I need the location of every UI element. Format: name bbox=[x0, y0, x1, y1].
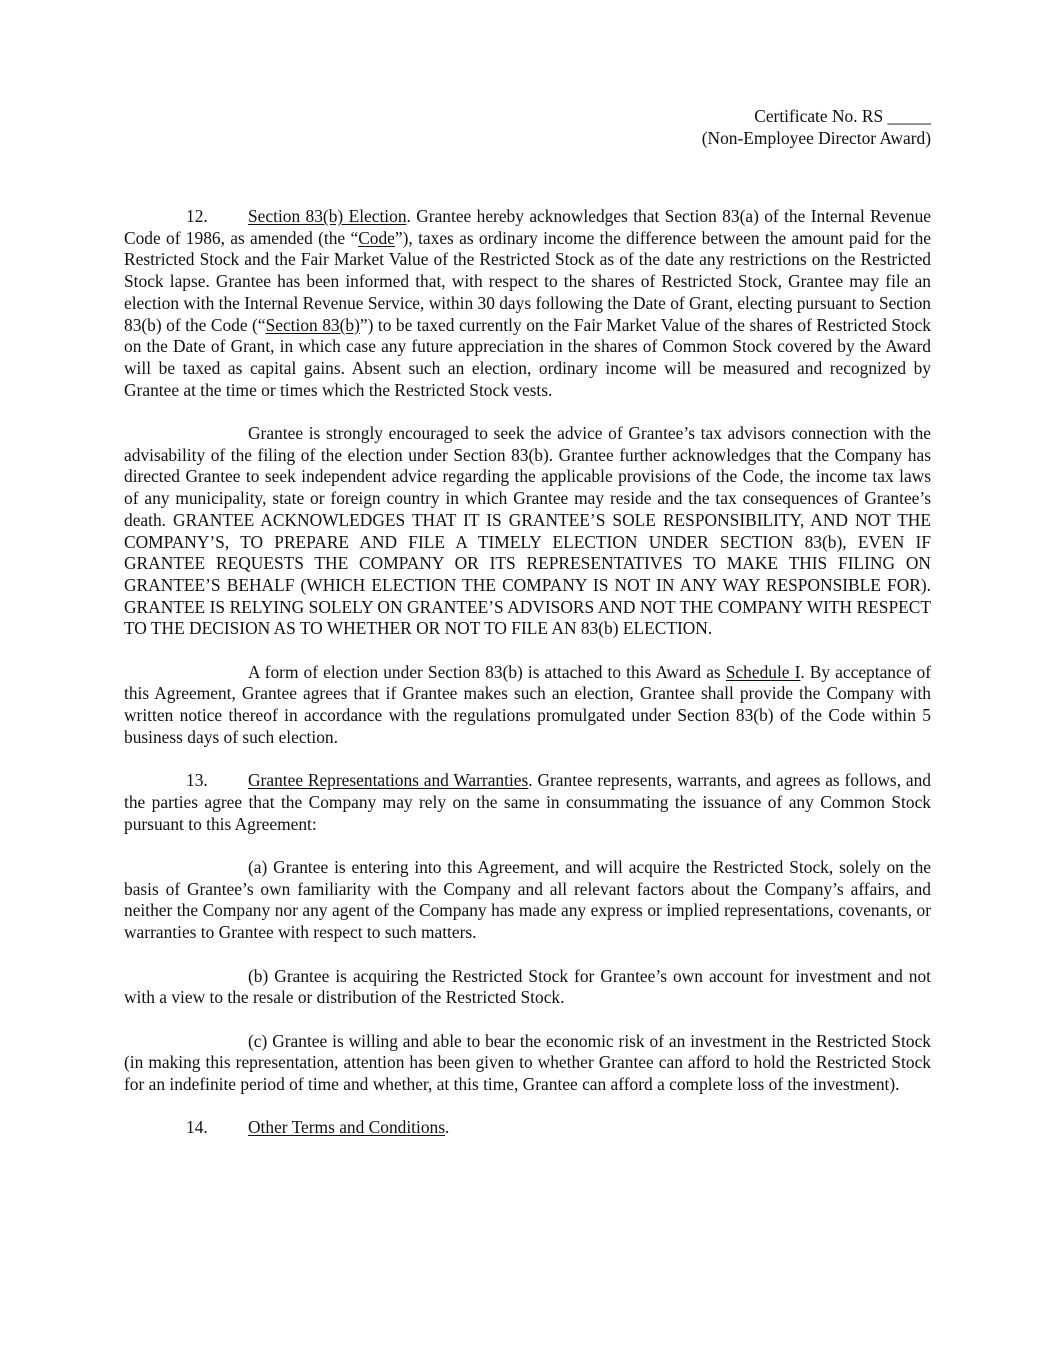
section-13-clause-c: (c) Grantee is willing and able to bear the economic risk of an investment in the Restricted Stock (in making this representation, attention has been given to whether Grantee can afford to hold the Restricted Stock for an indefinite period of time and whether, at this time, Grantee can afford a complete loss of the investment). bbox=[124, 1030, 931, 1095]
section-83b-defined-term: Section 83(b) bbox=[265, 314, 360, 335]
section-14-number: 14. bbox=[186, 1117, 208, 1138]
section-14-period: . bbox=[445, 1117, 450, 1138]
section-12-heading: Section 83(b) Election bbox=[248, 206, 407, 226]
section-14-heading: Other Terms and Conditions bbox=[248, 1117, 445, 1138]
section-12-p3-text-b: . By acceptance of this Agreement, Grantee agrees that if Grantee makes such an election, Grantee shall provide the Company with written notice thereof in accordance with the regulations promulgated under Section 83(b) of the Code within 5 business days of such election. bbox=[124, 661, 931, 747]
section-12-text-a: . Grantee hereby acknowledges that Section 83(a) of the Internal Revenue Code of 1986, as amended (the “ bbox=[124, 206, 931, 248]
section-13-clause-b: (b) Grantee is acquiring the Restricted Stock for Grantee’s own account for investment and not with a view to the resale or distribution of the Restricted Stock. bbox=[124, 965, 931, 1008]
schedule-i-reference: Schedule I bbox=[725, 661, 801, 682]
section-12-paragraph-1 bbox=[124, 206, 931, 401]
section-12-paragraph-3 bbox=[124, 662, 931, 749]
section-13-intro bbox=[124, 770, 931, 835]
section-12-number: 12. bbox=[186, 206, 208, 226]
section-12-text-b: ”), taxes as ordinary income the difference between the amount paid for the Restricted Stock and the Fair Market Value of the Restricted Stock as of the date any restrictions on the Restricted Stock lapse. Grantee has been informed that, with respect to the shares of Restricted Stock, Grantee may file an election with the Internal Revenue Service, within 30 days following the Date of Grant, electing pursuant to Section 83(b) of the Code (“ bbox=[124, 227, 931, 335]
section-12-text-c: ”) to be taxed currently on the Fair Market Value of the shares of Restricted Stock on the Date of Grant, in which case any future appreciation in the shares of Common Stock covered by the Award will be taxed as capital gains. Absent such an election, ordinary income will be measured and recognized by Grantee at the time or times which the Restricted Stock vests. bbox=[124, 314, 931, 400]
page-header bbox=[702, 106, 931, 149]
award-type: (Non-Employee Director Award) bbox=[701, 127, 931, 148]
section-14-heading-line bbox=[124, 1117, 931, 1139]
certificate-number: Certificate No. RS _____ bbox=[754, 106, 931, 126]
section-12-p3-text-a: A form of election under Section 83(b) is attached to this Award as bbox=[248, 661, 726, 682]
code-defined-term: Code bbox=[358, 227, 395, 248]
section-13-heading: Grantee Representations and Warranties bbox=[248, 770, 529, 791]
section-12-paragraph-2: Grantee is strongly encouraged to seek the advice of Grantee’s tax advisors connection with the advisability of the filing of the election under Section 83(b). Grantee further acknowledges that the Company has directed Grantee to seek independent advice regarding the applicable provisions of the Code, the income tax laws of any municipality, state or foreign country in which Grantee may reside and the tax consequences of Grantee’s death. GRANTEE ACKNOWLEDGES THAT IT IS GRANTEE’S SOLE RESPONSIBILITY, AND NOT THE COMPANY’S, TO PREPARE AND FILE A TIMELY ELECTION UNDER SECTION 83(b), EVEN IF GRANTEE REQUESTS THE COMPANY OR ITS REPRESENTATIVES TO MAKE THIS FILING ON GRANTEE’S BEHALF (WHICH ELECTION THE COMPANY IS NOT IN ANY WAY RESPONSIBLE FOR). GRANTEE IS RELYING SOLELY ON GRANTEE’S ADVISORS AND NOT THE COMPANY WITH RESPECT TO THE DECISION AS TO WHETHER OR NOT TO FILE AN 83(b) ELECTION. bbox=[124, 423, 931, 639]
section-13-intro-text: . Grantee represents, warrants, and agrees as follows, and the parties agree that the Company may rely on the same in consummating the issuance of any Common Stock pursuant to this Agreement: bbox=[124, 770, 931, 834]
section-13-clause-a: (a) Grantee is entering into this Agreement, and will acquire the Restricted Stock, solely on the basis of Grantee’s own familiarity with the Company and all relevant factors about the Company’s affairs, and neither the Company nor any agent of the Company has made any express or implied representations, covenants, or warranties to Grantee with respect to such matters. bbox=[124, 857, 931, 943]
document-body bbox=[124, 206, 931, 1161]
section-13-number: 13. bbox=[186, 770, 208, 791]
